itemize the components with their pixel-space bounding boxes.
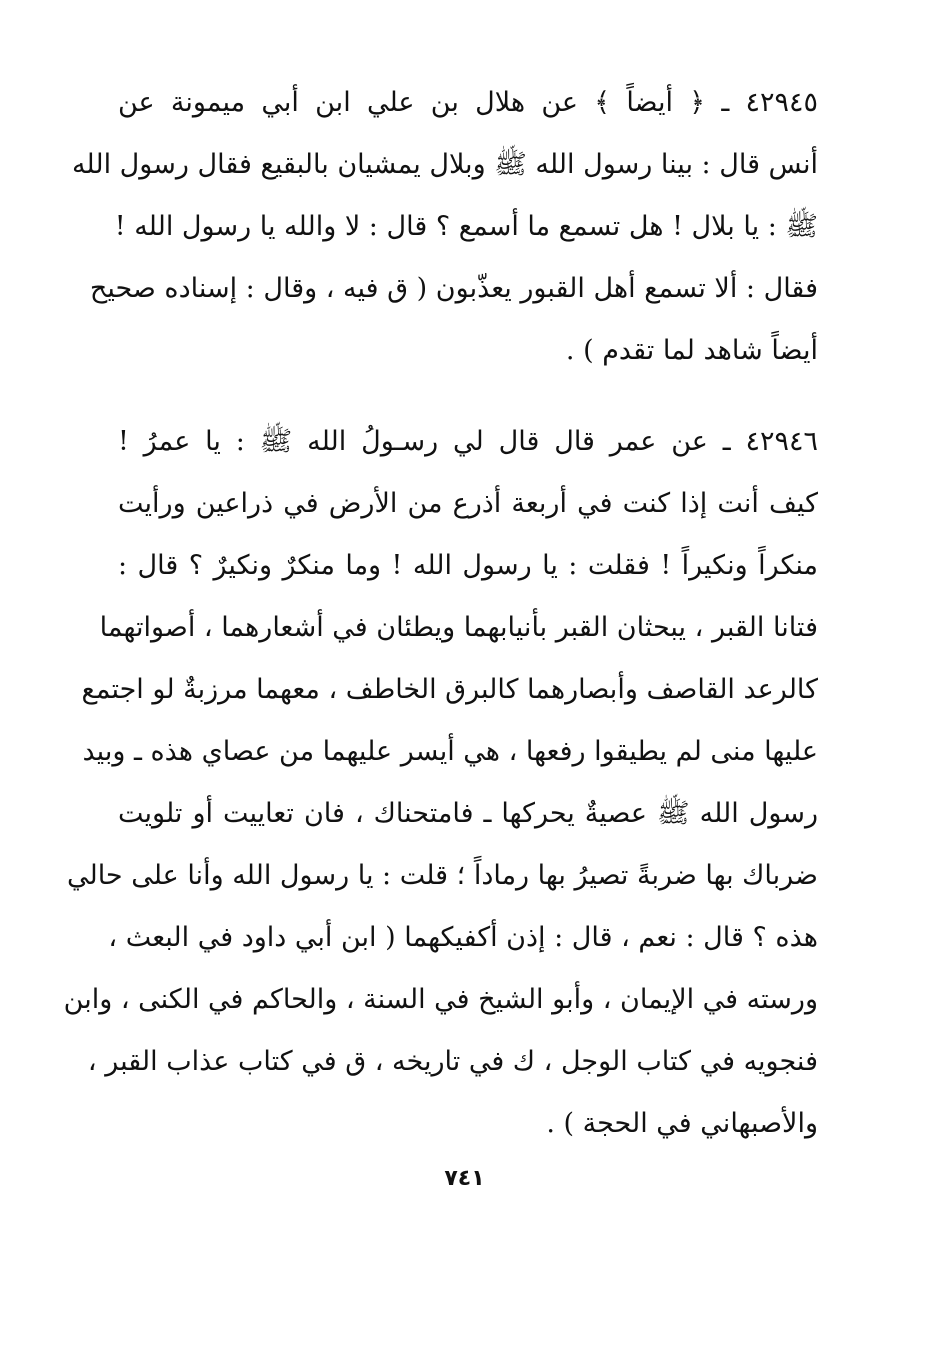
text-line: فنجويه في كتاب الوجل ، ك في تاريخه ، ق في كتاب عذاب القبر ، — [87, 1046, 818, 1077]
text-line: فقال : ألا تسمع أهل القبور يعذّبون ( ق فيه ، وقال : إسناده صحيح — [89, 273, 818, 304]
text-line: والأصبهاني في الحجة ) . — [546, 1108, 818, 1139]
text-line: رسول الله ﷺ عصيةٌ يحركها ـ فامتحناك ، فان تعاييت أو تلويت — [118, 798, 818, 829]
text-line: ٤٢٩٤٦ ـ عن عمر قال قال لي رسـولُ الله ﷺ : يا عمرُ ! — [118, 426, 818, 457]
page-number: ٧٤١ — [444, 1166, 485, 1191]
text-line: فتانا القبر ، يبحثان القبر بأنيابهما ويطئان في أشعارهما ، أصواتهما — [99, 612, 818, 643]
text-line: منكراً ونكيراً ! فقلت : يا رسول الله ! وما منكرٌ ونكيرٌ ؟ قال : — [118, 550, 818, 581]
text-line: كيف أنت إذا كنت في أربعة أذرع من الأرض في ذراعين ورأيت — [118, 488, 818, 519]
text-line: عليها منى لم يطيقوا رفعها ، هي أيسر عليهما من عصاي هذه ـ وبيد — [82, 736, 818, 767]
hadith-42945 — [71, 72, 818, 382]
text-line: ورسته في الإيمان ، وأبو الشيخ في السنة ، والحاكم في الكنى ، وابن — [63, 984, 818, 1015]
text-line: أنس قال : بينا رسول الله ﷺ وبلال يمشيان بالبقيع فقال رسول الله — [71, 149, 818, 180]
text-line: كالرعد القاصف وأبصارهما كالبرق الخاطف ، معهما مرزبةٌ لو اجتمع — [81, 674, 818, 705]
text-line: ضرباك بها ضربةً تصيرُ بها رماداً ؛ قلت : يا رسول الله وأنا على حالي — [66, 860, 818, 891]
text-line: ﷺ : يا بلال ! هل تسمع ما أسمع ؟ قال : لا والله يا رسول الله ! — [114, 211, 818, 242]
text-line: هذه ؟ قال : نعم ، قال : إذن أكفيكهما ( ابن أبي داود في البعث ، — [108, 922, 818, 953]
hadith-42946 — [63, 411, 818, 1155]
text-line: ٤٢٩٤٥ ـ ﴿ أيضاً ﴾ عن هلال بن علي ابن أبي ميمونة عن — [118, 87, 818, 118]
text-line: أيضاً شاهد لما تقدم ) . — [565, 335, 818, 366]
